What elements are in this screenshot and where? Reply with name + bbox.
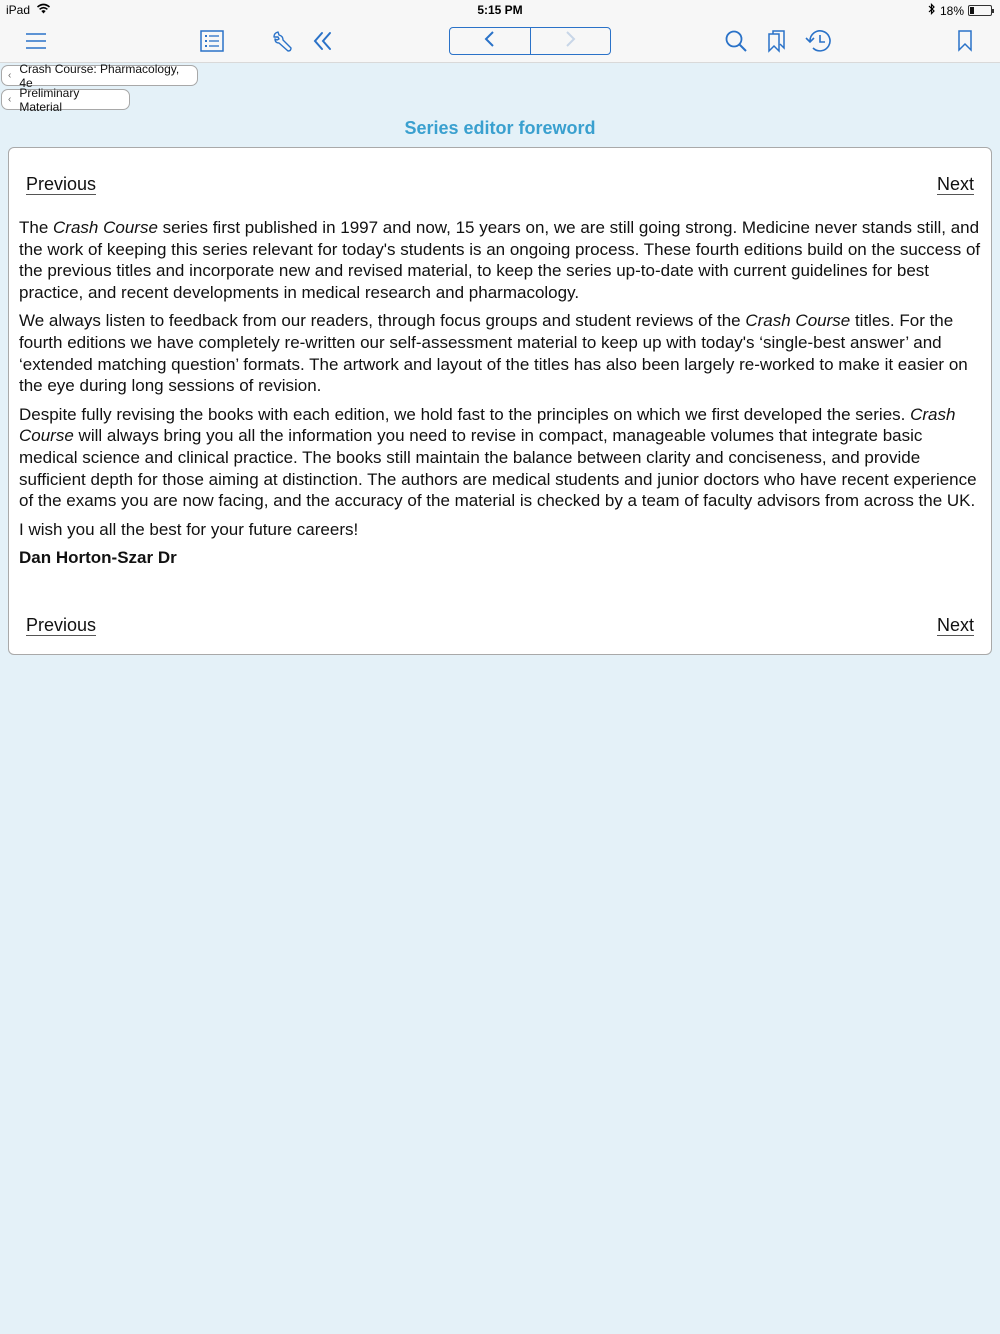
back-button[interactable] [450, 28, 530, 54]
page-nav-segment [449, 27, 611, 55]
text-span: titles. For the fourth editions we have completely re-written our self-assessment material to keep up with today's ‘single-best answer’ and ‘extended matching question’ formats. The artwork and layout of the titles has also been largely re-worked to make it easier on the eye during long sessions of revision. [19, 311, 968, 396]
menu-icon[interactable] [20, 26, 52, 56]
text-span: We always listen to feedback from our readers, through focus groups and student reviews of the [19, 311, 746, 331]
paragraph-1 [19, 217, 983, 303]
toolbar [0, 20, 1000, 63]
content-card [8, 147, 992, 655]
chevron-right-icon [564, 31, 576, 52]
search-icon[interactable] [720, 26, 752, 56]
page-title: Series editor foreword [404, 118, 596, 138]
chevron-left-icon: ‹ [8, 94, 12, 105]
breadcrumb-book[interactable] [1, 61, 198, 90]
chevron-left-icon: ‹ [8, 70, 12, 81]
signature: Dan Horton-Szar Dr [19, 548, 177, 568]
breadcrumb-section[interactable] [1, 85, 130, 114]
bluetooth-icon [928, 3, 936, 18]
status-time: 5:15 PM [477, 3, 523, 17]
previous-link-top[interactable]: Previous [26, 174, 97, 194]
history-icon[interactable] [802, 26, 834, 56]
previous-link-bottom[interactable]: Previous [26, 615, 97, 635]
double-chevron-left-icon[interactable] [307, 26, 339, 56]
italic-title: Crash Course [19, 404, 956, 446]
status-right [928, 3, 992, 18]
list-icon[interactable] [196, 26, 228, 56]
breadcrumb-section-label: Preliminary Material [19, 85, 80, 114]
text-span: will always bring you all the information you need to revise in compact, manageable volumes that integrate basic medical science and clinical practice. The books still maintain the balance between clarity and conciseness, and provide sufficient depth for those aiming at distinction. The authors are medical students and junior doctors who have recent experience of the exams you are now facing, and the accuracy of the material is checked by a team of faculty advisors from across the UK. [19, 426, 977, 511]
next-link-bottom[interactable]: Next [936, 615, 974, 635]
breadcrumb-book-label: Crash Course: Pharmacology, 4e [19, 61, 180, 90]
battery-fill [970, 7, 974, 14]
status-bar [0, 0, 1000, 20]
device-label: iPad [6, 3, 31, 17]
italic-title: Crash Course [745, 311, 851, 331]
text-span: Despite fully revising the books with each edition, we hold fast to the principles on which we first developed the series. [19, 404, 911, 424]
paragraph-4: I wish you all the best for your future careers! [19, 519, 359, 539]
bookmarks-icon[interactable] [761, 26, 793, 56]
paragraph-2 [19, 310, 983, 396]
bookmark-icon[interactable] [949, 26, 981, 56]
wrench-icon[interactable] [267, 26, 299, 56]
next-link-top[interactable]: Next [936, 174, 974, 194]
forward-button[interactable] [530, 28, 611, 54]
text-span: series first published in 1997 and now, 15 years on, we are still going strong. Medicine never stands still, and the work of keeping this series relevant for today's students is an ongoing process. These fourth editions build on the success of the previous titles and incorporate new and revised material, to keep the series up-to-date with current guidelines for best practice, and recent developments in medical research and pharmacology. [19, 218, 981, 302]
chevron-left-icon [484, 31, 496, 52]
text-span: The [19, 218, 54, 237]
paragraph-3 [19, 404, 983, 512]
battery-percent: 18% [939, 3, 964, 18]
battery-icon [968, 5, 992, 16]
article-body [19, 217, 983, 576]
italic-title: Crash Course [53, 218, 158, 237]
